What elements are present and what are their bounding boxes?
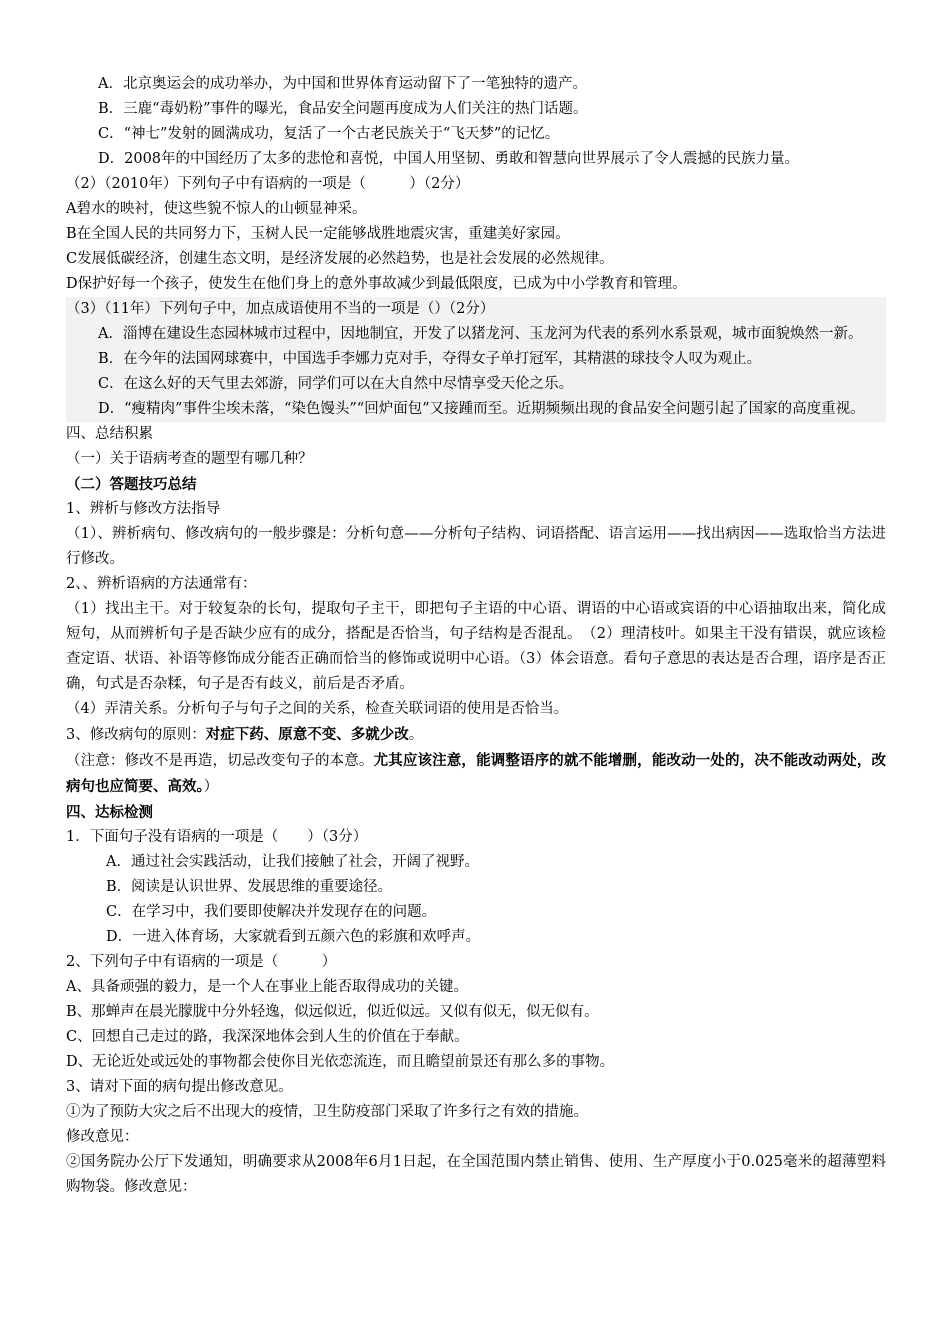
q3-option-d: D．“瘦精肉”事件尘埃未落，“染色馒头”“回炉面包”又接踵而至。近期频频出现的食品安全问题引起了国家的高度重视。: [98, 401, 865, 417]
q3-option-a: A．淄博在建设生态园林城市过程中，因地制宜，开发了以猪龙河、玉龙河为代表的系列水系景观，城市面貌焕然一新。: [98, 326, 863, 342]
test-q1-option-d: D．一进入体育场，大家就看到五颜六色的彩旗和欢呼声。: [106, 929, 481, 945]
q2-option-b: B在全国人民的共同努力下，玉树人民一定能够战胜地震灾害，重建美好家园。: [66, 226, 570, 242]
summary-item2-text: （1）找出主干。对于较复杂的长句，提取句子主干，即把句子主语的中心语、谓语的中心语或宾语的中心语抽取出来，简化成短句，从而辨析句子是否缺少应有的成分，搭配是否恰当，句子结构是否混乱。 （2）理清枝叶。如果主干没有错误，就应该检查定语、状语、补语等修饰成分能否正确而恰当的修饰或说明中心语。（3）体会语意。看句子意思的表达是否合理，语序是否正确，句式是否杂糅，句子是否有歧义，前后是否矛盾。: [66, 601, 886, 692]
summary-sub2: （二）答题技巧总结: [66, 476, 197, 493]
test-q3-stem: 3、请对下面的病句提出修改意见。: [66, 1079, 293, 1095]
test-q3-sentence1: ①为了预防大灾之后不出现大的疫情，卫生防疫部门采取了许多行之有效的措施。: [66, 1104, 588, 1120]
test-q1-option-a: A．通过社会实践活动，让我们接触了社会，开阔了视野。: [106, 854, 479, 870]
note-suffix: ）: [203, 779, 219, 795]
q2-option-c: C发展低碳经济，创建生态文明，是经济发展的必然趋势，也是社会发展的必然规律。: [66, 251, 614, 267]
test-q2-option-c: C、回想自己走过的路，我深深地体会到人生的价值在于奉献。: [66, 1029, 469, 1045]
q1-option-b: B．三鹿“毒奶粉”事件的曝光，食品安全问题再度成为人们关注的热门话题。: [98, 101, 588, 117]
item3-bold: 对症下药、原意不变、多就少改: [205, 726, 409, 743]
document-page: [66, 72, 886, 1200]
summary-sub1: （一）关于语病考查的题型有哪几种？: [66, 451, 313, 467]
test-q2-option-a: A、具备顽强的毅力，是一个人在事业上能否取得成功的关键。: [66, 979, 468, 995]
item3-suffix: 。: [408, 727, 424, 743]
summary-heading: 四、总结积累: [66, 426, 153, 442]
summary-note: [66, 748, 886, 800]
summary-item2: 2、、辨析语病的方法通常有：: [66, 576, 257, 592]
q1-option-d: D．2008年的中国经历了太多的悲怆和喜悦，中国人用坚韧、勇敢和智慧向世界展示了令人震撼的民族力量。: [98, 151, 800, 167]
test-q2-option-b: B、那蝉声在晨光朦胧中分外轻逸，似远似近，似近似远。又似有似无，似无似有。: [66, 1004, 599, 1020]
q1-option-a: A．北京奥运会的成功举办，为中国和世界体育运动留下了一笔独特的遗产。: [98, 76, 587, 92]
test-q1-stem: 1．下面句子没有语病的一项是（ ）（3分）: [66, 829, 368, 845]
q3-stem: （3）（11年）下列句子中，加点成语使用不当的一项是（）（2分）: [66, 301, 495, 317]
q2-option-d: D保护好每一个孩子，使发生在他们身上的意外事故减少到最低限度，已成为中小学教育和管理。: [66, 276, 687, 292]
q3-option-b: B．在今年的法国网球赛中，中国选手李娜力克对手，夺得女子单打冠军，其精湛的球技令人叹为观止。: [98, 351, 762, 367]
note-bold: 尤其应该注意，能调整语序的就不能增删，能改动一处的，决不能改动两处，改病句也应简要、高效。: [66, 752, 887, 795]
test-heading: 四、达标检测: [66, 804, 153, 821]
test-q1-option-b: B．阅读是认识世界、发展思维的重要途径。: [106, 879, 393, 895]
item3-prefix: 3、修改病句的原则：: [66, 727, 206, 743]
summary-item1: 1、辨析与修改方法指导: [66, 501, 221, 517]
q3-block: [66, 297, 886, 422]
test-q1-option-c: C．在学习中，我们要即使解决并发现存在的问题。: [106, 904, 437, 920]
q3-option-c: C．在这么好的天气里去郊游，同学们可以在大自然中尽情享受天伦之乐。: [98, 376, 574, 392]
test-q3-sentence1-label: 修改意见：: [66, 1129, 139, 1145]
q2-option-a: A碧水的映衬，使这些貌不惊人的山顿显神采。: [66, 201, 367, 217]
q2-stem: （2）（2010年）下列句子中有语病的一项是（ ）（2分）: [66, 176, 470, 192]
test-q2-stem: 2、下列句子中有语病的一项是（ ）: [66, 954, 337, 970]
test-q3-sentence2: ②国务院办公厅下发通知，明确要求从2008年6月1日起，在全国范围内禁止销售、使用、生产厚度小于0.025毫米的超薄塑料购物袋。修改意见：: [66, 1154, 886, 1195]
q1-option-c: C．“神七”发射的圆满成功，复活了一个古老民族关于“飞天梦”的记忆。: [98, 126, 560, 142]
summary-item2-text2: （4）弄清关系。分析句子与句子之间的关系，检查关联词语的使用是否恰当。: [66, 701, 569, 717]
summary-item1-text: （1）、辨析病句、修改病句的一般步骤是：分析句意——分析句子结构、词语搭配、语言运用——找出病因——选取恰当方法进行修改。: [66, 526, 886, 567]
note-prefix: （注意：修改不是再造，切忌改变句子的本意。: [66, 753, 374, 769]
summary-item3: [66, 722, 886, 748]
test-q2-option-d: D、无论近处或远处的事物都会使你目光依恋流连，而且瞻望前景还有那么多的事物。: [66, 1054, 615, 1070]
